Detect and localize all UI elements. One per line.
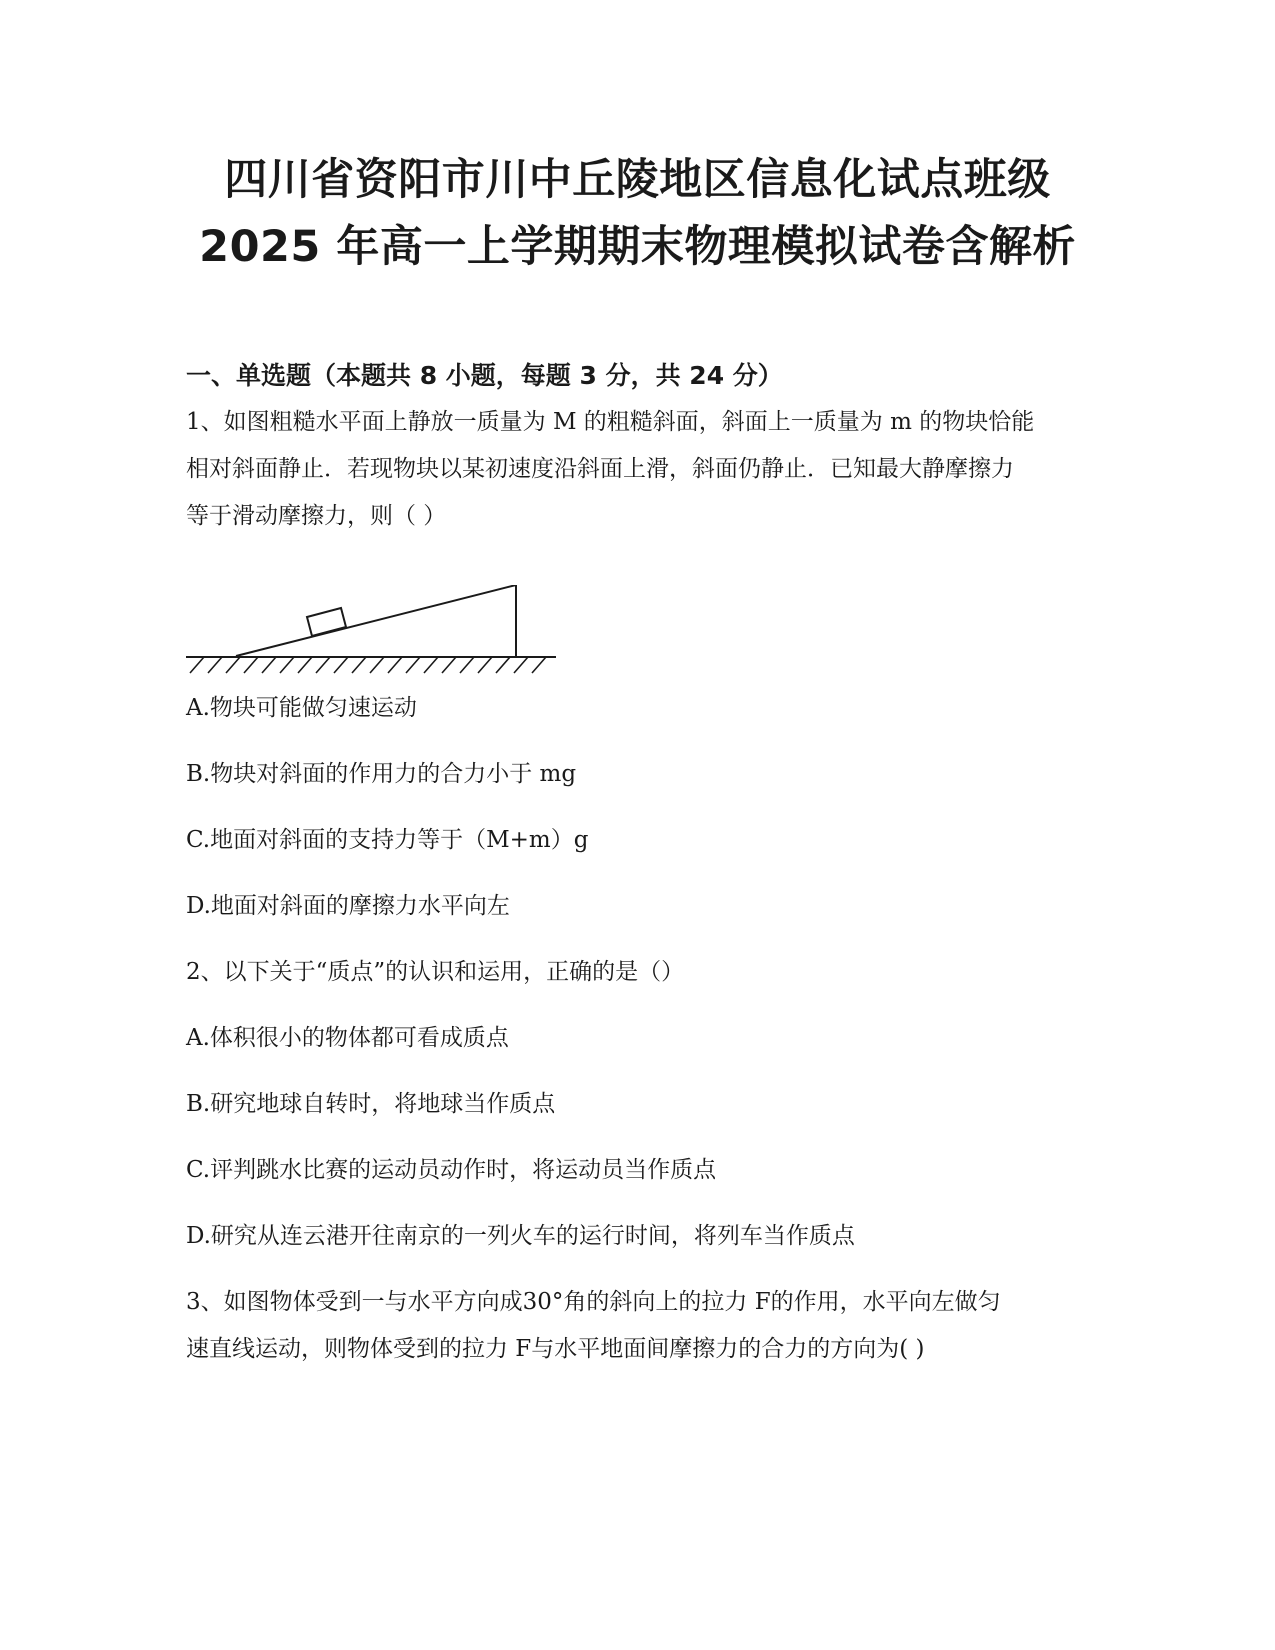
question-1-option-a: A.物块可能做匀速运动 bbox=[186, 695, 417, 721]
question-1-option-c: C.地面对斜面的支持力等于（M+m）g bbox=[186, 827, 589, 853]
question-1-option-d: D.地面对斜面的摩擦力水平向左 bbox=[186, 893, 510, 919]
question-2-option-b: B.研究地球自转时，将地球当作质点 bbox=[186, 1091, 556, 1117]
section-heading: 一、单选题（本题共 8 小题，每题 3 分，共 24 分） bbox=[186, 361, 783, 390]
question-2-stem: 2、以下关于“质点”的认识和运用，正确的是（） bbox=[186, 959, 685, 985]
question-1-stem-line-2: 相对斜面静止．若现物块以某初速度沿斜面上滑，斜面仍静止．已知最大静摩擦力 bbox=[186, 456, 1014, 482]
question-2-option-a: A.体积很小的物体都可看成质点 bbox=[186, 1025, 509, 1051]
incline-wedge bbox=[236, 585, 516, 656]
question-1-stem-line-3: 等于滑动摩擦力，则（ ） bbox=[186, 503, 447, 529]
document-title-line-1: 四川省资阳市川中丘陵地区信息化试点班级 bbox=[224, 155, 1051, 205]
ground-hatching bbox=[190, 657, 546, 673]
sliding-block bbox=[307, 608, 346, 636]
question-2-option-c: C.评判跳水比赛的运动员动作时，将运动员当作质点 bbox=[186, 1157, 717, 1183]
question-1-option-b: B.物块对斜面的作用力的合力小于 mg bbox=[186, 761, 577, 787]
document-title-line-2: 2025 年高一上学期期末物理模拟试卷含解析 bbox=[199, 222, 1076, 272]
incline-diagram-svg bbox=[186, 585, 586, 695]
incline-block-diagram bbox=[186, 585, 586, 695]
question-3-stem-line-2: 速直线运动，则物体受到的拉力 F与水平地面间摩擦力的合力的方向为( ) bbox=[186, 1336, 925, 1362]
question-1-stem-line-1: 1、如图粗糙水平面上静放一质量为 M 的粗糙斜面，斜面上一质量为 m 的物块恰能 bbox=[186, 409, 1035, 435]
question-3-stem-line-1: 3、如图物体受到一与水平方向成30°角的斜向上的拉力 F的作用，水平向左做匀 bbox=[186, 1289, 1001, 1315]
question-2-option-d: D.研究从连云港开往南京的一列火车的运行时间，将列车当作质点 bbox=[186, 1223, 855, 1249]
